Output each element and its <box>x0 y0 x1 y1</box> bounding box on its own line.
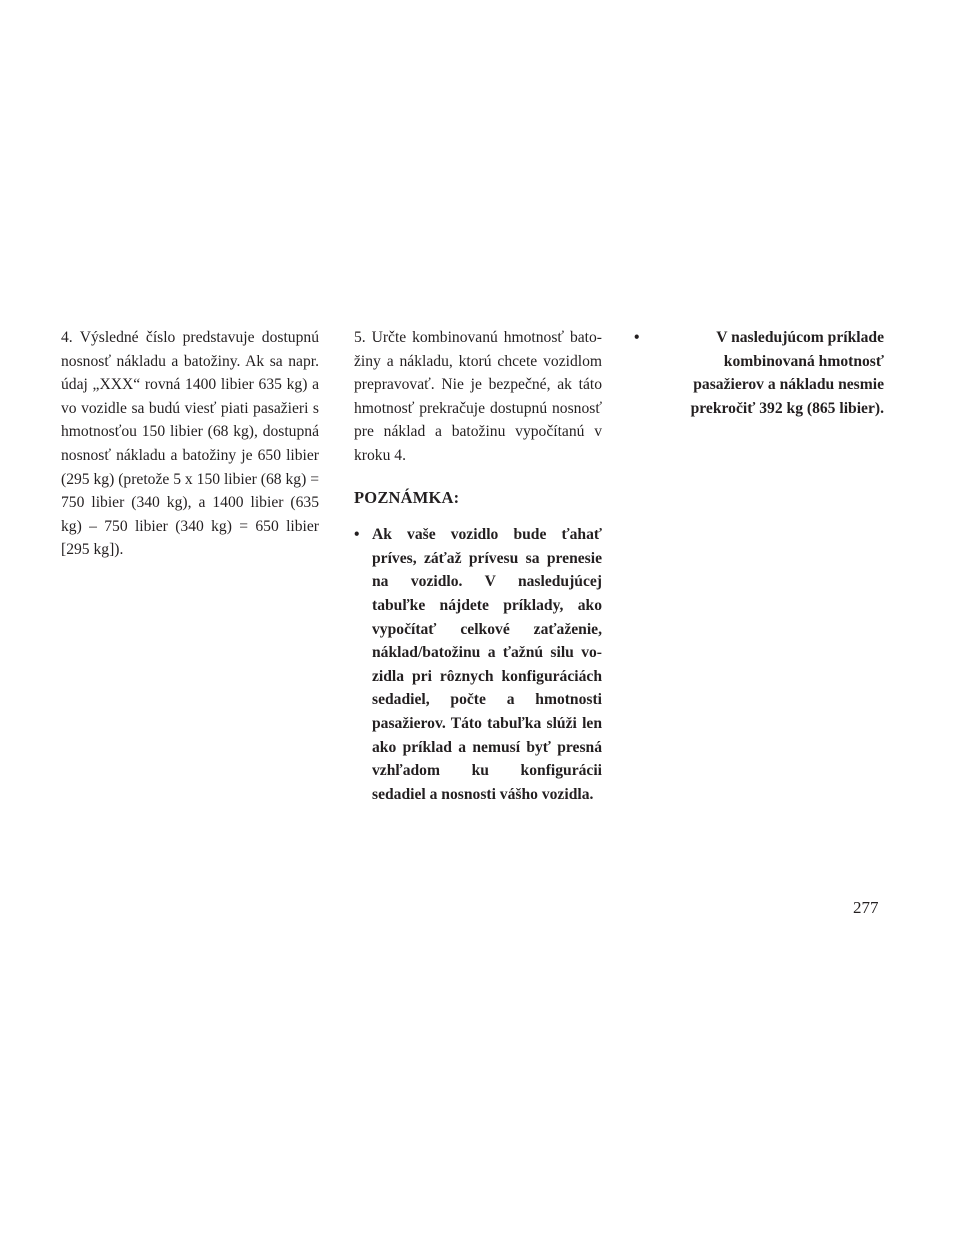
note-heading: POZNÁMKA: <box>354 487 460 507</box>
example-bullet-item <box>634 326 884 420</box>
step-4-paragraph: 4. Výsledné číslo predstavuje dostupnú nosnosť nákladu a batožiny. Ak sa napr. údaj „XXX“ rovná 1400 libier 635 kg) a vo vozidle sa budú viesť piati pasažieri s hmotnosťou 150 libier (68 kg), dostupná nosnosť nákladu a batožiny je 650 libier (295 kg) (pretože 5 x 150 libier (68 kg) = 750 libier (340 kg), a 1400 libier (635 kg) – 750 libier (340 kg) = 650 libier [295 kg]). <box>61 329 319 559</box>
text-column-1 <box>61 326 319 562</box>
text-column-2 <box>354 326 602 806</box>
note-bullet-text: Ak vaše vozidlo bude ťahať príves, záťaž prívesu sa prenesie na vozidlo. V nasledujúcej tabuľke nájdete príklady, ako vypočítať celkové zaťaženie, náklad/batožinu a ťažnú silu vozidla pri rôznych konfiguráciách sedadiel, počte a hmotnosti pasažierov. Táto tabuľka slúži len ako príklad a nemusí byť presná vzhľadom ku konfigurácii sedadiel a nosnosti vášho vozidla. <box>372 526 602 803</box>
text-column-3 <box>634 326 884 420</box>
bullet-icon: • <box>354 526 360 544</box>
example-bullet-text: V nasledujúcom príklade kombinovaná hmotnosť pasažierov a nákladu nesmie prekročiť 392 kg (865 libier). <box>690 329 884 417</box>
page-number: 277 <box>853 898 879 917</box>
step-5-paragraph: 5. Určte kombinovanú hmotnosť batožiny a nákladu, ktorú chcete vozidlom prepravovať. Nie je bezpečné, ak táto hmotnosť prekračuje dostupnú nosnosť pre náklad a batožinu vypočítanú v kroku 4. <box>354 329 602 464</box>
bullet-icon: • <box>634 329 640 346</box>
note-bullet-item <box>354 523 602 806</box>
